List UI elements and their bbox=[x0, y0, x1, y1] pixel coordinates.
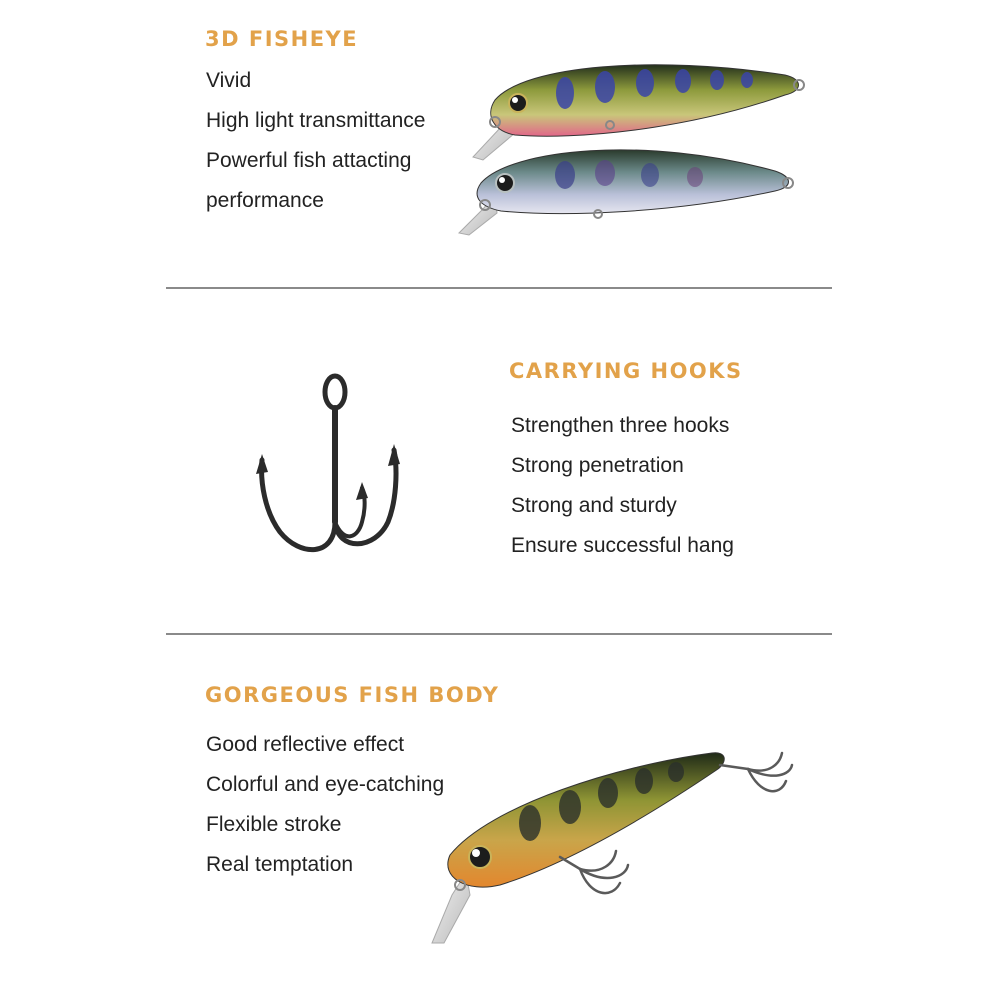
feature-list bbox=[511, 406, 734, 566]
feature-item: High light transmittance bbox=[206, 109, 426, 132]
minnow-lures-image bbox=[455, 45, 815, 245]
feature-item: Powerful fish attacting bbox=[206, 149, 412, 172]
minnow-lure-silver bbox=[459, 150, 793, 235]
feature-item: Strong penetration bbox=[511, 454, 684, 477]
section-divider bbox=[166, 633, 832, 635]
section-heading: GORGEOUS FISH BODY bbox=[205, 683, 500, 707]
section-gorgeous-fish-body bbox=[0, 645, 1000, 1000]
section-heading: 3D FISHEYE bbox=[205, 27, 359, 51]
minnow-lure-pink bbox=[473, 65, 804, 160]
section-3d-fisheye bbox=[0, 0, 1000, 285]
section-heading: CARRYING HOOKS bbox=[509, 359, 743, 383]
feature-item: Real temptation bbox=[206, 853, 354, 876]
feature-item: Ensure successful hang bbox=[511, 534, 734, 557]
feature-list bbox=[206, 61, 425, 221]
feature-item: Good reflective effect bbox=[206, 733, 405, 756]
feature-item: Vivid bbox=[206, 69, 252, 92]
section-carrying-hooks bbox=[0, 300, 1000, 630]
section-divider bbox=[166, 287, 832, 289]
treble-hook-image bbox=[240, 372, 410, 572]
minnow-lure-hooks-image bbox=[430, 745, 810, 955]
feature-item: Colorful and eye-catching bbox=[206, 773, 445, 796]
feature-item: Strengthen three hooks bbox=[511, 414, 730, 437]
feature-item: Strong and sturdy bbox=[511, 494, 677, 517]
feature-list bbox=[206, 725, 444, 885]
feature-item: Flexible stroke bbox=[206, 813, 342, 836]
feature-item: performance bbox=[206, 189, 324, 212]
